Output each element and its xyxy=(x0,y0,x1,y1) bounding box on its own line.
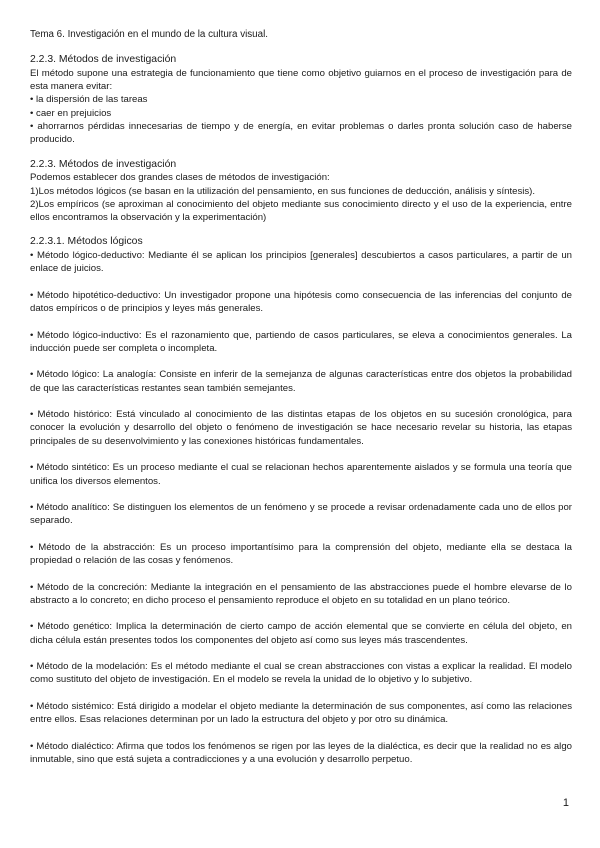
section-logical-methods xyxy=(30,235,572,766)
method-item: • Método analítico: Se distinguen los elementos de un fenómeno y se procede a revisar ordenadamente cada uno de ellos por separado. xyxy=(30,502,572,527)
section-heading: 2.2.3.1. Métodos lógicos xyxy=(30,236,143,248)
section-heading: 2.2.3. Métodos de investigación xyxy=(30,54,177,66)
section-intro: El método supone una estrategia de funcionamiento que tiene como objetivo guiarnos en el proceso de investigación para de esta manera evitar: xyxy=(30,67,572,93)
bullet-item: • la dispersión de las tareas xyxy=(30,94,148,106)
section-heading: 2.2.3. Métodos de investigación xyxy=(30,158,177,170)
method-item: • Método sintético: Es un proceso mediante el cual se relacionan hechos aparentemente aislados y se formula una teoría que unifica los diversos elementos. xyxy=(30,462,572,487)
method-item: • Método sistémico: Está dirigido a modelar el objeto mediante la determinación de sus componentes, así como las relaciones entre ellos. Esas relaciones determinan por un lado la estructura del objeto y por otro su dinámica. xyxy=(30,700,572,726)
method-item: • Método hipotético-deductivo: Un investigador propone una hipótesis como consecuencia de las inferencias del conjunto de datos empíricos o de principios y leyes más generales. xyxy=(30,289,572,315)
method-item: • Método lógico-inductivo: Es el razonamiento que, partiendo de casos particulares, se eleva a conocimientos generales. La inducción puede ser completa o incompleta. xyxy=(30,329,572,354)
method-item: • Método lógico: La analogía: Consiste en inferir de la semejanza de algunas características entre dos objetos la probabilidad de que las características restantes sean también semejantes. xyxy=(30,369,572,394)
document-title: Tema 6. Investigación en el mundo de la cultura visual. xyxy=(30,29,268,40)
class-item: 2)Los empíricos (se aproximan al conocimiento del objeto mediante sus conocimiento directo y el uso de la experiencia, entre ellos encontramos la observación y la experimentación) xyxy=(30,198,572,224)
method-item: • Método de la concreción: Mediante la integración en el pensamiento de las abstracciones puede el hombre elevarse de lo abstracto a lo concreto; en dicho proceso el pensamiento reproduce el objeto en su totalidad en un plano teórico. xyxy=(30,581,572,606)
method-item: • Método de la abstracción: Es un proceso importantísimo para la comprensión del objeto, mediante ella se destaca la propiedad o relación de las cosas y fenómenos. xyxy=(30,541,572,567)
method-item: • Método genético: Implica la determinación de cierto campo de acción elemental que se convierte en célula del objeto, en dicha célula están presentes todos los componentes del objeto así como sus leyes más trascendentes. xyxy=(30,621,572,646)
section-classes xyxy=(30,158,572,225)
method-item: • Método dialéctico: Afirma que todos los fenómenos se rigen por las leyes de la dialéctica, es decir que la realidad no es algo inmutable, sino que está sujeta a contradicciones y a una evolución y desarrollo perpetuo. xyxy=(30,740,572,766)
section-intro: Podemos establecer dos grandes clases de métodos de investigación: xyxy=(30,172,330,184)
method-item: • Método histórico: Está vinculado al conocimiento de las distintas etapas de los objetos en su sucesión cronológica, para conocer la evolución y desarrollo del objeto o fenómeno de investigación se hace necesario revelar su historia, las etapas principales de su desenvolvimiento y las conexiones históricas fundamentales. xyxy=(30,409,572,447)
bullet-item: • ahorrarnos pérdidas innecesarias de tiempo y de energía, en evitar problemas o darles pronta solución caso de haberse producido. xyxy=(30,121,572,146)
document-page xyxy=(30,28,572,780)
section-purpose xyxy=(30,53,572,146)
method-item: • Método lógico-deductivo: Mediante él se aplican los principios [generales] descubiertos a casos particulares, a partir de un enlace de juicios. xyxy=(30,250,572,275)
method-item: • Método de la modelación: Es el método mediante el cual se crean abstracciones con vistas a explicar la realidad. El modelo como sustituto del objeto de investigación. En el modelo se revela la unidad de lo objetivo y lo subjetivo. xyxy=(30,661,572,686)
page-number: 1 xyxy=(562,797,569,809)
class-item: 1)Los métodos lógicos (se basan en la utilización del pensamiento, en sus funciones de deducción, análisis y síntesis). xyxy=(30,185,536,197)
bullet-item: • caer en prejuicios xyxy=(30,107,112,119)
